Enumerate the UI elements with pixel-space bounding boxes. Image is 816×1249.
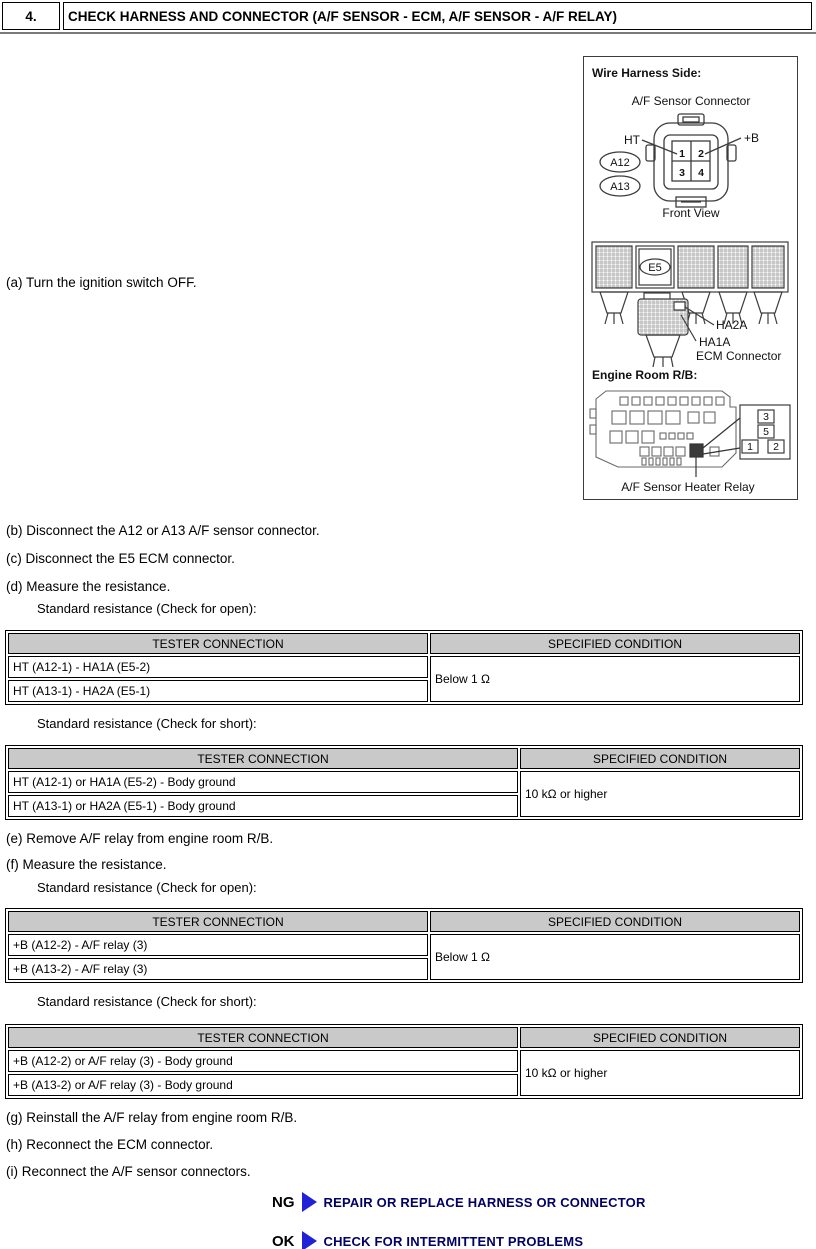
tester-connection-cell: +B (A12-2) - A/F relay (3) <box>8 934 428 956</box>
tester-connection-cell: +B (A12-2) or A/F relay (3) - Body ground <box>8 1050 518 1072</box>
tester-connection-cell: HT (A13-1) - HA2A (E5-1) <box>8 680 428 702</box>
result-ng <box>272 1192 646 1212</box>
front-view-label: Front View <box>662 206 720 220</box>
resistance-table-open-1 <box>5 630 803 705</box>
step-e: (e) Remove A/F relay from engine room R/B. <box>6 831 274 846</box>
step-b: (b) Disconnect the A12 or A13 A/F sensor connector. <box>6 523 320 538</box>
tester-connection-header: TESTER CONNECTION <box>8 748 518 769</box>
specified-condition-cell: 10 kΩ or higher <box>520 771 800 817</box>
step-h: (h) Reconnect the ECM connector. <box>6 1137 214 1152</box>
tester-connection-header: TESTER CONNECTION <box>8 1027 518 1048</box>
connector-ha1a-label: HA1A <box>699 335 731 349</box>
specified-condition-header: SPECIFIED CONDITION <box>430 633 800 654</box>
table-header-row <box>8 1027 800 1048</box>
tester-connection-header: TESTER CONNECTION <box>8 911 428 932</box>
sensor-pin-1: 1 <box>679 148 685 160</box>
step-title: CHECK HARNESS AND CONNECTOR (A/F SENSOR - ECM, A/F SENSOR - A/F RELAY) <box>63 2 812 30</box>
tester-connection-cell: HT (A13-1) or HA2A (E5-1) - Body ground <box>8 795 518 817</box>
specified-condition-header: SPECIFIED CONDITION <box>520 748 800 769</box>
ht-terminal-label: HT <box>624 133 640 147</box>
figure-sensor-connector-title: A/F Sensor Connector <box>631 94 751 108</box>
specified-condition-cell: Below 1 Ω <box>430 656 800 702</box>
figure-harness-side-label: Wire Harness Side: <box>592 66 702 80</box>
result-arrow-icon <box>302 1192 317 1212</box>
resistance-table-short-2 <box>5 1024 803 1099</box>
specified-condition-header: SPECIFIED CONDITION <box>520 1027 800 1048</box>
table-4-caption: Standard resistance (Check for short): <box>37 994 257 1009</box>
table-header-row <box>8 911 800 932</box>
sensor-pin-2: 2 <box>698 148 704 160</box>
tester-connection-cell: HT (A12-1) - HA1A (E5-2) <box>8 656 428 678</box>
relay-pin-1: 1 <box>747 441 753 453</box>
ok-label: OK <box>272 1232 295 1249</box>
specified-condition-cell: 10 kΩ or higher <box>520 1050 800 1096</box>
step-g: (g) Reinstall the A/F relay from engine room R/B. <box>6 1110 298 1125</box>
sensor-pin-3: 3 <box>679 167 685 179</box>
ng-label: NG <box>272 1193 295 1211</box>
ng-action-link[interactable]: REPAIR OR REPLACE HARNESS OR CONNECTOR <box>323 1194 646 1210</box>
connector-e5-label: E5 <box>648 262 662 274</box>
resistance-table-short-1 <box>5 745 803 820</box>
af-sensor-heater-relay-label: A/F Sensor Heater Relay <box>621 480 755 494</box>
result-arrow-icon <box>302 1231 317 1249</box>
table-header-row <box>8 748 800 769</box>
ecm-connector-label: ECM Connector <box>696 349 782 363</box>
connector-ha2a-label: HA2A <box>716 318 748 332</box>
step-d: (d) Measure the resistance. <box>6 579 171 594</box>
step-number: 4. <box>2 2 60 30</box>
table-row <box>8 771 800 793</box>
specified-condition-header: SPECIFIED CONDITION <box>430 911 800 932</box>
table-1-caption: Standard resistance (Check for open): <box>37 601 257 616</box>
header-divider <box>0 32 816 34</box>
wire-harness-diagram <box>584 57 797 499</box>
table-2-caption: Standard resistance (Check for short): <box>37 716 257 731</box>
relay-pin-2: 2 <box>773 441 779 453</box>
step-header <box>2 2 812 30</box>
sensor-pin-4: 4 <box>698 167 704 179</box>
table-row <box>8 1050 800 1072</box>
table-header-row <box>8 633 800 654</box>
connector-a13-label: A13 <box>610 181 630 193</box>
engine-room-rb-drawing <box>590 391 736 467</box>
wire-harness-figure <box>583 56 798 500</box>
tester-connection-header: TESTER CONNECTION <box>8 633 428 654</box>
engine-room-rb-label: Engine Room R/B: <box>592 368 698 382</box>
table-row <box>8 656 800 678</box>
step-c: (c) Disconnect the E5 ECM connector. <box>6 551 235 566</box>
ok-action-link[interactable]: CHECK FOR INTERMITTENT PROBLEMS <box>323 1233 584 1249</box>
specified-condition-cell: Below 1 Ω <box>430 934 800 980</box>
step-i: (i) Reconnect the A/F sensor connectors. <box>6 1164 251 1179</box>
table-3-caption: Standard resistance (Check for open): <box>37 880 257 895</box>
plus-b-terminal-label: +B <box>744 131 760 145</box>
connector-a12-label: A12 <box>610 157 630 169</box>
result-ok <box>272 1231 583 1249</box>
relay-pin-3: 3 <box>763 411 769 423</box>
relay-pin-5: 5 <box>763 426 769 438</box>
tester-connection-cell: +B (A13-2) or A/F relay (3) - Body ground <box>8 1074 518 1096</box>
table-row <box>8 934 800 956</box>
resistance-table-open-2 <box>5 908 803 983</box>
step-a: (a) Turn the ignition switch OFF. <box>6 275 197 290</box>
step-f: (f) Measure the resistance. <box>6 857 167 872</box>
tester-connection-cell: +B (A13-2) - A/F relay (3) <box>8 958 428 980</box>
tester-connection-cell: HT (A12-1) or HA1A (E5-2) - Body ground <box>8 771 518 793</box>
